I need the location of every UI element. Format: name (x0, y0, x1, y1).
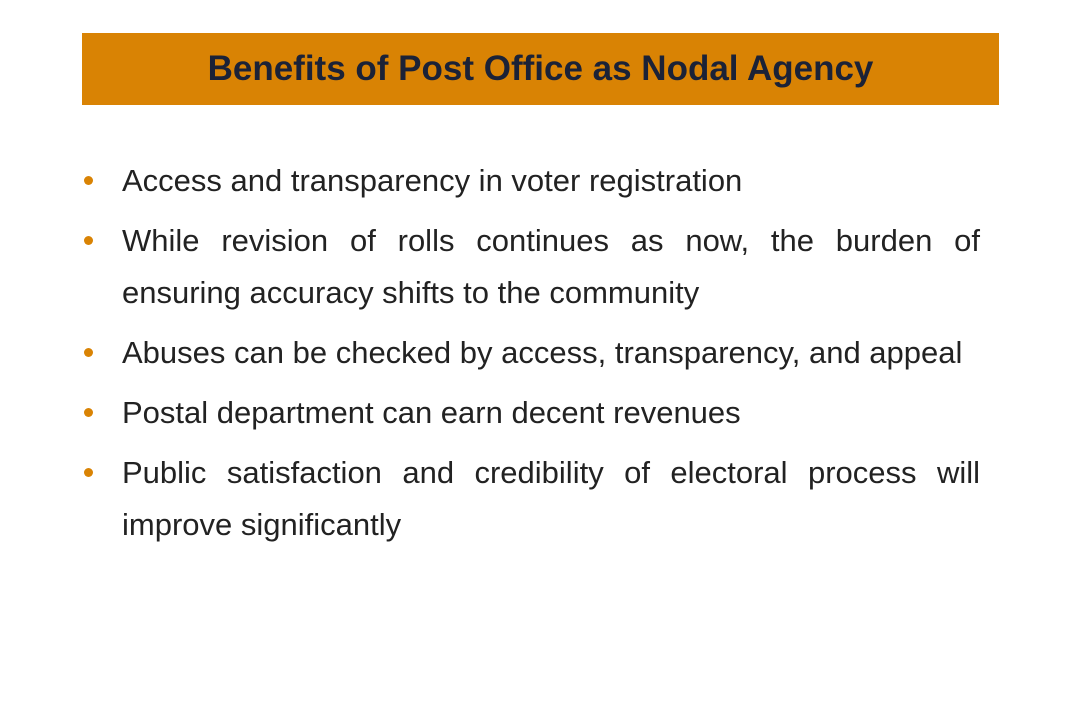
bullet-item (84, 215, 980, 319)
bullet-text: While revision of rolls continues as now, the burden of ensuring accuracy shifts to the community (122, 223, 980, 310)
bullet-dot-icon (84, 348, 93, 357)
bullet-list (84, 155, 980, 559)
title-bar (82, 33, 999, 105)
bullet-text: Public satisfaction and credibility of electoral process will improve significantly (122, 455, 980, 542)
bullet-dot-icon (84, 236, 93, 245)
bullet-item (84, 387, 980, 439)
bullet-dot-icon (84, 468, 93, 477)
bullet-dot-icon (84, 408, 93, 417)
bullet-dot-icon (84, 176, 93, 185)
bullet-item (84, 327, 980, 379)
slide-title: Benefits of Post Office as Nodal Agency (207, 49, 874, 88)
bullet-text: Abuses can be checked by access, transparency, and appeal (122, 335, 963, 370)
bullet-item (84, 447, 980, 551)
bullet-text: Access and transparency in voter registration (122, 163, 743, 198)
bullet-text: Postal department can earn decent revenues (122, 395, 741, 430)
bullet-item (84, 155, 980, 207)
